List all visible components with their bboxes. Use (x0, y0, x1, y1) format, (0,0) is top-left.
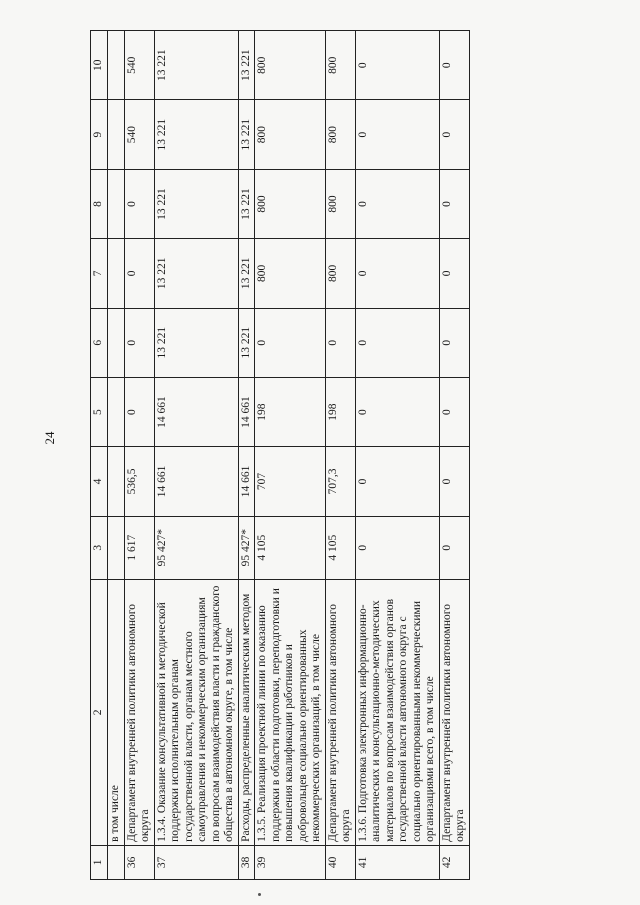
cell-value: 198 (255, 377, 326, 446)
cell-value: 13 221 (238, 169, 255, 238)
cell-value: 95 427* (154, 516, 238, 579)
table-row (355, 31, 439, 880)
cell-value: 800 (255, 239, 326, 308)
cell-value: 0 (355, 308, 439, 377)
row-number: 42 (439, 845, 469, 879)
cell-value (108, 308, 125, 377)
cell-value (108, 516, 125, 579)
cell-value: 0 (439, 31, 469, 100)
cell-value: 0 (439, 100, 469, 169)
cell-value (108, 377, 125, 446)
cell-value: 800 (325, 31, 355, 100)
cell-value: 13 221 (154, 239, 238, 308)
row-description: 1.3.6. Подготовка электронных информационно-аналитических и консультационно-методических материалов по вопросам взаимодействия органов государственной власти автономного округа с социально ориентированными некоммерческими организациями всего, в том числе (355, 579, 439, 845)
row-description: 1.3.5. Реализация проектной линии по оказанию поддержки в области подготовки, переподготовки и повышения квалификации работников и добровольцев социально ориентированных некоммерческих организаций, в том числе (255, 579, 326, 845)
table-row (439, 31, 469, 880)
scan-speck (258, 893, 261, 896)
rotated-table-container (90, 30, 470, 880)
table-row (124, 31, 154, 880)
row-number: 39 (255, 845, 326, 879)
cell-value: 0 (355, 239, 439, 308)
cell-value: 0 (355, 447, 439, 516)
cell-value: 198 (325, 377, 355, 446)
table-row (325, 31, 355, 880)
cell-value (108, 239, 125, 308)
cell-value: 0 (124, 377, 154, 446)
cell-value: 800 (255, 169, 326, 238)
cell-value: 0 (124, 169, 154, 238)
cell-value: 0 (439, 169, 469, 238)
table-row (108, 31, 125, 880)
cell-value (108, 100, 125, 169)
header-col-9: 9 (91, 100, 108, 169)
budget-table (90, 30, 470, 880)
row-number (108, 845, 125, 879)
cell-value: 14 661 (154, 447, 238, 516)
cell-value: 0 (355, 169, 439, 238)
row-description: в том числе (108, 579, 125, 845)
row-number: 41 (355, 845, 439, 879)
cell-value: 13 221 (238, 308, 255, 377)
cell-value: 4 105 (325, 516, 355, 579)
cell-value (108, 169, 125, 238)
header-col-7: 7 (91, 239, 108, 308)
cell-value: 540 (124, 100, 154, 169)
cell-value: 0 (124, 308, 154, 377)
cell-value: 0 (124, 239, 154, 308)
row-number: 40 (325, 845, 355, 879)
cell-value: 0 (255, 308, 326, 377)
header-col-5: 5 (91, 377, 108, 446)
cell-value: 0 (355, 516, 439, 579)
row-description: Департамент внутренней политики автономного округа (325, 579, 355, 845)
page-number: 24 (42, 431, 57, 445)
cell-value: 13 221 (154, 100, 238, 169)
cell-value: 0 (355, 377, 439, 446)
cell-value: 800 (255, 100, 326, 169)
cell-value: 1 617 (124, 516, 154, 579)
row-number: 36 (124, 845, 154, 879)
cell-value: 14 661 (154, 377, 238, 446)
row-description: Расходы, распределенные аналитическим методом (238, 579, 255, 845)
cell-value: 800 (255, 31, 326, 100)
header-col-10: 10 (91, 31, 108, 100)
cell-value: 13 221 (154, 169, 238, 238)
cell-value: 540 (124, 31, 154, 100)
cell-value: 0 (439, 308, 469, 377)
cell-value: 13 221 (154, 31, 238, 100)
cell-value: 707,3 (325, 447, 355, 516)
cell-value: 536,5 (124, 447, 154, 516)
cell-value: 0 (439, 239, 469, 308)
row-description: Департамент внутренней политики автономного округа (124, 579, 154, 845)
table-row (255, 31, 326, 880)
cell-value: 4 105 (255, 516, 326, 579)
header-col-2: 2 (91, 579, 108, 845)
cell-value: 13 221 (238, 31, 255, 100)
header-col-3: 3 (91, 516, 108, 579)
header-col-4: 4 (91, 447, 108, 516)
cell-value: 95 427* (238, 516, 255, 579)
cell-value: 0 (439, 516, 469, 579)
cell-value: 14 661 (238, 377, 255, 446)
cell-value: 0 (325, 308, 355, 377)
table-header-row (91, 31, 108, 880)
cell-value: 0 (355, 31, 439, 100)
cell-value: 800 (325, 239, 355, 308)
row-number: 37 (154, 845, 238, 879)
row-description: Департамент внутренней политики автономного округа (439, 579, 469, 845)
table-row (154, 31, 238, 880)
cell-value: 707 (255, 447, 326, 516)
header-col-8: 8 (91, 169, 108, 238)
cell-value: 13 221 (238, 100, 255, 169)
cell-value: 800 (325, 100, 355, 169)
cell-value (108, 31, 125, 100)
cell-value: 14 661 (238, 447, 255, 516)
cell-value: 13 221 (154, 308, 238, 377)
cell-value: 0 (355, 100, 439, 169)
row-description: 1.3.4. Оказание консультативной и методической поддержки исполнительным органам государственной власти, органам местного самоуправления и некоммерческим организациям по вопросам взаимодействия власти и гражданского общества в автономном округе, в том числе (154, 579, 238, 845)
cell-value: 0 (439, 377, 469, 446)
header-col-6: 6 (91, 308, 108, 377)
row-number: 38 (238, 845, 255, 879)
cell-value: 13 221 (238, 239, 255, 308)
cell-value: 800 (325, 169, 355, 238)
table-row (238, 31, 255, 880)
cell-value (108, 447, 125, 516)
cell-value: 0 (439, 447, 469, 516)
header-col-1: 1 (91, 845, 108, 879)
